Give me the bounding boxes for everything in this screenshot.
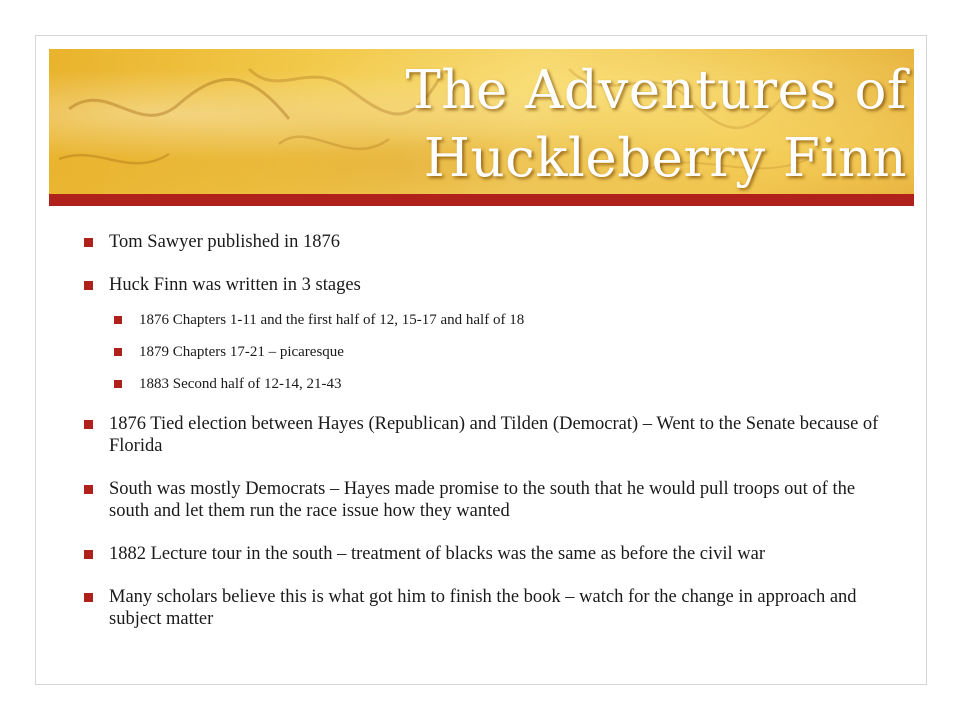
accent-bar xyxy=(49,194,914,206)
title-line-2: Huckleberry Finn xyxy=(423,128,907,189)
bullet-item: Tom Sawyer published in 1876 xyxy=(84,231,884,253)
sub-bullet-item: 1879 Chapters 17-21 – picaresque xyxy=(114,343,884,361)
bullet-item: 1882 Lecture tour in the south – treatment of blacks was the same as before the civil war xyxy=(84,543,884,565)
bullet-list xyxy=(84,231,884,651)
bullet-item: Many scholars believe this is what got him to finish the book – watch for the change in approach and subject matter xyxy=(84,586,884,630)
sub-bullet-list xyxy=(84,311,884,393)
slide-title xyxy=(62,57,907,193)
bullet-text: Huck Finn was written in 3 stages xyxy=(109,275,361,295)
sub-bullet-item: 1883 Second half of 12-14, 21-43 xyxy=(114,375,884,393)
sub-bullet-item: 1876 Chapters 1-11 and the first half of 12, 15-17 and half of 18 xyxy=(114,311,884,329)
title-banner xyxy=(49,49,914,194)
title-line-1: The Adventures of xyxy=(405,60,907,121)
slide xyxy=(35,35,927,685)
bullet-item: 1876 Tied election between Hayes (Republican) and Tilden (Democrat) – Went to the Senate because of Florida xyxy=(84,413,884,457)
bullet-item: South was mostly Democrats – Hayes made promise to the south that he would pull troops out of the south and let them run the race issue how they wanted xyxy=(84,478,884,522)
bullet-item xyxy=(84,274,884,296)
